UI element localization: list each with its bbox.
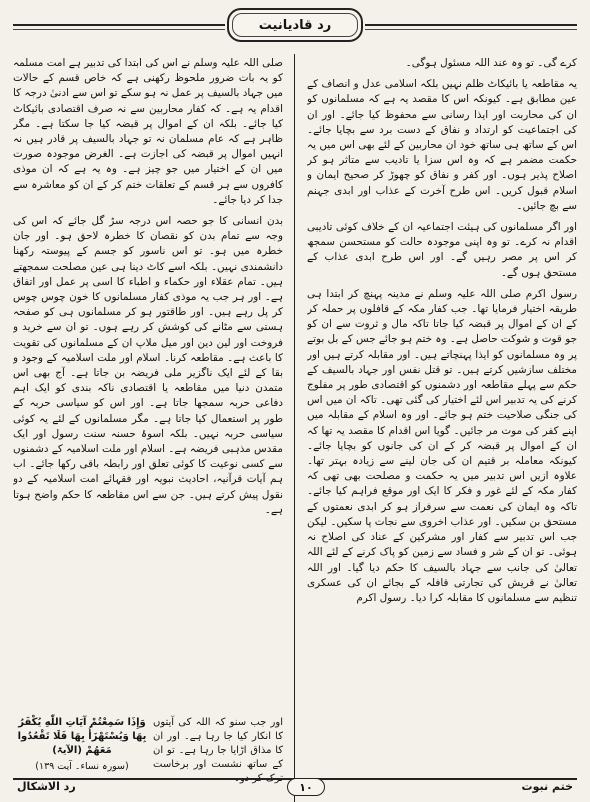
column-divider — [294, 54, 295, 802]
left-paragraph: صلی اللہ علیہ وسلم نے اس کی ابتدا کی تدبیر ہے امت مسلمہ کو یہ بات ضرور ملحوظ رکھنی ہے کہ خاص قسم کے حالات میں جہاد بالسیف پر عمل نہ ہو سکے تو اس سے ادنیٰ درجہ کا اقدام یہ ہے۔ کہ کفار محاربین سے نہ صرف اقتصادی بائیکاٹ کیا جائے۔ بلکہ ان کے اموال پر قبضہ کیا جا سکتا ہے۔ مگر ظاہر ہے کہ عام مسلمان نہ تو جہاد بالسیف پر قادر ہیں نہ انہیں اموال پر قبضہ کی اجازت ہے۔ الغرض موجودہ صورت میں ان کے اختیار میں جو چیز ہے۔ وہ یہ ہے کہ ان موذی کافروں سے ہر قسم کے تعلقات ختم کر کے ان کو معاشرہ سے جدا کر دیا جائے۔ — [13, 57, 283, 206]
left-paragraph: بدن انسانی کا جو حصہ اس درجہ سڑ گل جائے کہ اس کی وجہ سے تمام بدن کو نقصان کا خطرہ لاحق ہو۔ اور جان خطرہ میں ہو۔ تو اس ناسور کو جسم کے پیوستہ رکھنا دانشمندی نہیں۔ بلکہ اسے کاٹ دینا ہی عین مصلحت سمجھتے ہیں۔ تمام عقلاء اور حکماء و اطباء کا اسی پر عمل اور اتفاق ہے۔ اور ہر جب یہ موذی کفار مسلمانوں کا خون چوس چوس کر پل رہے ہیں۔ اور طاقتور ہو کر مسلمانوں ہی کو صفحہ ہستی سے مٹانے کی کوشش کر رہے ہوں۔ تو ان سے خرید و فروخت اور لین دین اور میل ملاپ ان کے مسلمانوں کی تقویت کا باعث ہے۔ مقاطعہ کرنا۔ اسلام اور ملت اسلامیہ کے وجود و بقا کے لئے ایک ناگزیر ملی فریضہ بن جاتا ہے۔ آج بھی اس متمدن دنیا میں مقاطعہ یا اقتصادی ناکہ بندی کو ایک اہم دفاعی حربہ سمجھا جاتا ہے۔ اور اس کو سیاسی حربہ کے طور پر استعمال کیا جاتا ہے۔ مگر مسلمانوں کے لئے یہ کوئی سیاسی حربہ نہیں۔ بلکہ اسوۂ حسنہ سنت رسول اور ایک مقدس مذہبی فریضہ ہے۔ اسلام اور ملت اسلامیہ کے دشمنوں سے کسی نوعیت کا کوئی تعلق اور رابطہ باقی رکھا جائے۔ اب ہم آیات قرآنیہ، احادیث نبویہ اور فقہائے امت اسلامیہ کے دو نقول پیش کرتے ہیں۔ جن سے اس مقاطعہ کا حکم واضح ہوتا ہے۔ — [13, 215, 283, 516]
header-cartouche — [227, 8, 363, 42]
verse-reference: (سورہ نساء۔ آیت ۱۳۹) — [35, 761, 129, 772]
document-page — [5, 4, 585, 797]
page-number: ۱۰ — [287, 778, 325, 796]
footer-book-title: ختم نبوت — [521, 780, 573, 793]
header-rule-right — [365, 24, 577, 26]
right-paragraph: اور اگر مسلمانوں کی ہیئت اجتماعیہ ان کے خلاف کوئی تادیبی اقدام نہ کرے۔ تو وہ اپنی موجودہ حالت کو مستحسن سمجھ کر اس پر مصر رہیں گے۔ اور اس طرح ابدی عذاب کے مستحق ہوں گے۔ — [307, 221, 577, 279]
right-paragraph: کرے گی۔ تو وہ عند اللہ مسئول ہوگی۔ — [405, 57, 577, 69]
verse-arabic: وَإِذَا سَمِعْتُمْ آيَاتِ اللّٰهِ يُكْفَرُ بِهَا وَيُسْتَهْزَأُ بِهَا فَلَا تَقْعُدُوا مَعَهُمْ (الآیۃ) — [17, 717, 147, 756]
left-column — [13, 56, 283, 706]
page-header — [5, 4, 585, 48]
page-footer — [5, 778, 585, 797]
footer-series-title: رد الاشکال — [17, 780, 76, 793]
right-column — [307, 56, 577, 706]
header-rule-left — [13, 24, 225, 26]
header-title: رد قادیانیت — [258, 18, 332, 33]
quranic-verse-block — [13, 716, 283, 776]
verse-translation: اور جب سنو کہ اللہ کی آیتوں کا انکار کیا جا رہا ہے۔ اور ان کا مذاق اڑایا جا رہا ہے۔ تو ان کے ساتھ نشست اور برخاست — [153, 717, 283, 770]
right-paragraph: رسول اکرم صلی اللہ علیہ وسلم نے مدینہ پہنچ کر ابتدا ہی طریقہ اختیار فرمایا تھا۔ جب کفار مکہ کے قافلوں پر حملہ کر کے ان کے اموال پر قبضہ کیا جاتا تاکہ مال و ثروت سے ان کو جو قوت و شوکت حاصل ہے۔ وہ ختم ہو جائے جس کے بل بوتے پر وہ مسلمانوں کو ایذا پہنچاتے ہیں۔ اور مقابلہ کرتے ہیں اور مختلف سازشیں کرتے ہیں۔ تو قتل نفس اور جہاد بالسیف کے حکم سے پہلے مقاطعہ اور دشمنوں کو اقتصادی طور پر مفلوج کرنے کی یہ تدبیر اس لئے اختیار کی گئی تھی۔ تاکہ ان میں اس کی جنگی صلاحیت ختم ہو جائے۔ اور وہ اسلام کے مقابلہ میں اپنے کفر کی موت مر جائیں۔ گویا اس اقدام کا مقصد یہ تھا کہ ان کے اموال پر قبضہ کر کے ان کی جانوں کو بچایا جائے۔ کیونکہ معاملہ بر قتیم ان کی جان لینے سے زیادہ بہتر تھا۔ علاوہ ازیں اس تدبیر میں یہ حکمت و مصلحت بھی تھی کہ کفار مکہ کے لئے غور و فکر کا ایک اور موقع فراہم کیا جائے۔ تاکہ وہ ایمان کی نعمت سے سرفراز ہو کر ابدی نعمتوں کے مستحق بن سکیں۔ اور عذاب اخروی سے نجات پا سکیں۔ لیکن جب اس تدبیر سے کفار اور مشرکین کے عناد کی اصلاح نہ ہوئی۔ تو ان کے شر و فساد سے زمین کو پاک کرنے کے لئے اللہ تعالیٰ کی جانب سے جہاد بالسیف کا حکم دیا گیا۔ اور اللہ تعالیٰ نے قریش کی تجارتی قافلہ کے بجائے ان کی عسکری تنظیم سے مسلمانوں کا مقابلہ کرا دیا۔ رسول اکرم — [307, 287, 577, 604]
right-paragraph: یہ مقاطعہ یا بائیکاٹ ظلم نہیں بلکہ اسلامی عدل و انصاف کے عین مطابق ہے۔ کیونکہ اس کا مقصد یہ ہے کہ مسلمانوں کو ان کی محاربت اور ایذا رسانی سے محفوظ کیا جائے۔ اور ان کی اجتماعیت کو ارتداد و نفاق کے دست برد سے بچایا جائے۔ اس کے ساتھ ہی ساتھ خود ان محاربین کے لئے بھی اس میں یہ حکمت مضمر ہے کہ وہ اس سزا یا تادیب سے متاثر ہو کر اصلاح پذیر ہوں۔ اور کفر و نفاق کو چھوڑ کر صحیح ایمان و اسلام قبول کریں۔ اس طرح آخرت کے عذاب اور ابدی جہنم سے بچ جائیں۔ — [307, 78, 577, 212]
